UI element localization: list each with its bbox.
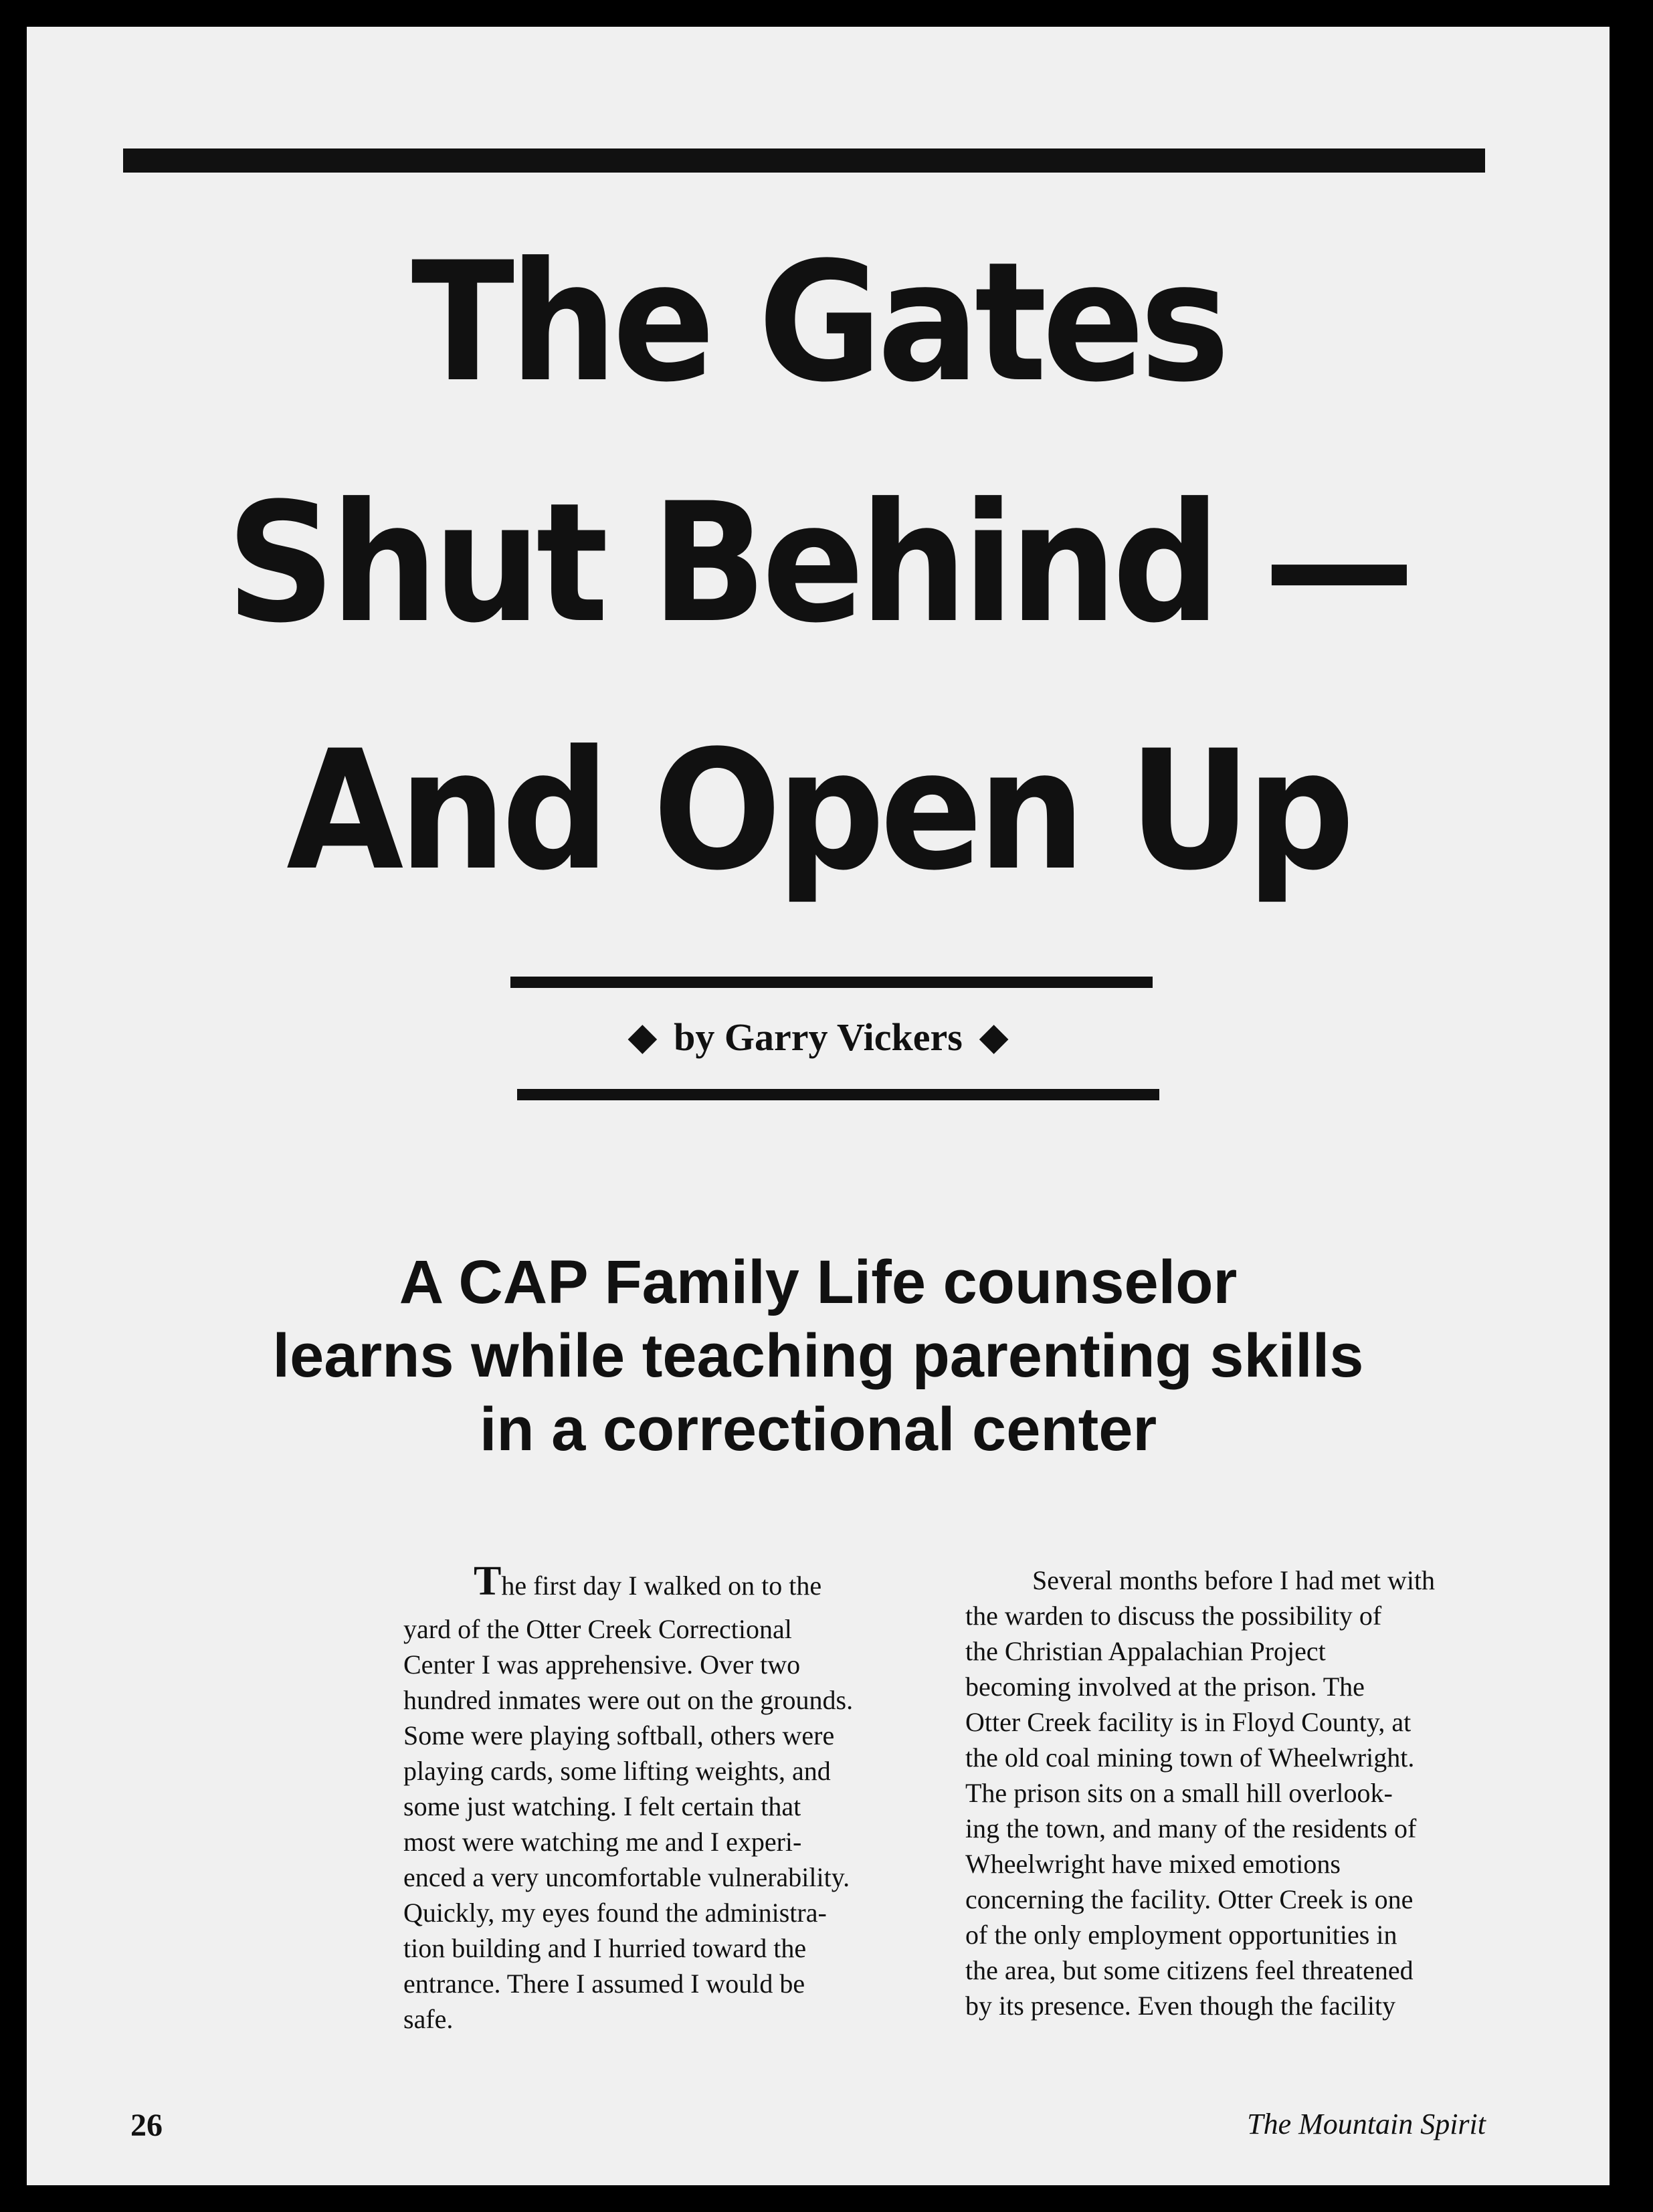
body-line: Some were playing softball, others were <box>403 1720 835 1750</box>
body-line: ing the town, and many of the residents of <box>965 1813 1417 1843</box>
byline-top-rule <box>510 977 1153 988</box>
body-line: becoming involved at the prison. The <box>965 1672 1365 1702</box>
body-line: the area, but some citizens feel threatened <box>965 1955 1414 1985</box>
body-column-left <box>403 1559 885 2037</box>
top-rule <box>123 148 1485 173</box>
diamond-left-icon: ◆ <box>628 1017 657 1057</box>
body-line: yard of the Otter Creek Correctional <box>403 1614 792 1644</box>
body-line: Several months before I had met with <box>1032 1565 1436 1595</box>
headline-line-3: And Open Up <box>286 716 1350 907</box>
opening-line <box>403 1559 885 1604</box>
body-line: by its presence. Even though the facility <box>965 1991 1396 2021</box>
body-line: playing cards, some lifting weights, and <box>403 1756 831 1786</box>
body-line: the Christian Appalachian Project <box>965 1636 1326 1666</box>
body-line: the old coal mining town of Wheelwright. <box>965 1742 1415 1773</box>
magazine-page <box>27 27 1610 2185</box>
deck <box>27 1245 1610 1466</box>
body-line: most were watching me and I experi- <box>403 1827 802 1857</box>
magazine-title: The Mountain Spirit <box>1247 2108 1486 2140</box>
headline-line-1: The Gates <box>411 227 1226 419</box>
body-line: Wheelwright have mixed emotions <box>965 1849 1341 1879</box>
body-line: entrance. There I assumed I would be <box>403 1969 805 1999</box>
diamond-right-icon: ◆ <box>979 1017 1008 1057</box>
body-line: hundred inmates were out on the grounds. <box>403 1685 854 1715</box>
body-line: The prison sits on a small hill overlook- <box>965 1778 1393 1808</box>
body-line: safe. <box>403 2004 454 2034</box>
byline-bottom-rule <box>517 1089 1159 1100</box>
body-line: of the only employment opportunities in <box>965 1920 1397 1950</box>
opening-line-text: he first day I walked on to the <box>501 1571 822 1601</box>
body-line: tion building and I hurried toward the <box>403 1933 807 1963</box>
byline-text: by Garry Vickers <box>674 1015 963 1059</box>
drop-cap: T <box>474 1559 502 1604</box>
body-line: some just watching. I felt certain that <box>403 1791 801 1821</box>
deck-line-3: in a correctional center <box>479 1395 1157 1464</box>
body-line: enced a very uncomfortable vulnerability. <box>403 1862 850 1892</box>
headline-line-2: Shut Behind — <box>226 468 1410 660</box>
body-line: the warden to discuss the possibility of <box>965 1601 1382 1631</box>
body-column-right <box>965 1563 1447 2023</box>
deck-line-1: A CAP Family Life counselor <box>399 1248 1238 1316</box>
body-line: concerning the facility. Otter Creek is one <box>965 1884 1414 1914</box>
deck-line-2: learns while teaching parenting skills <box>272 1322 1364 1390</box>
page-number: 26 <box>130 2108 163 2143</box>
body-line: Center I was apprehensive. Over two <box>403 1649 801 1680</box>
byline <box>27 1010 1610 1064</box>
body-line: Quickly, my eyes found the administra- <box>403 1898 827 1928</box>
body-line: Otter Creek facility is in Floyd County, at <box>965 1707 1412 1737</box>
